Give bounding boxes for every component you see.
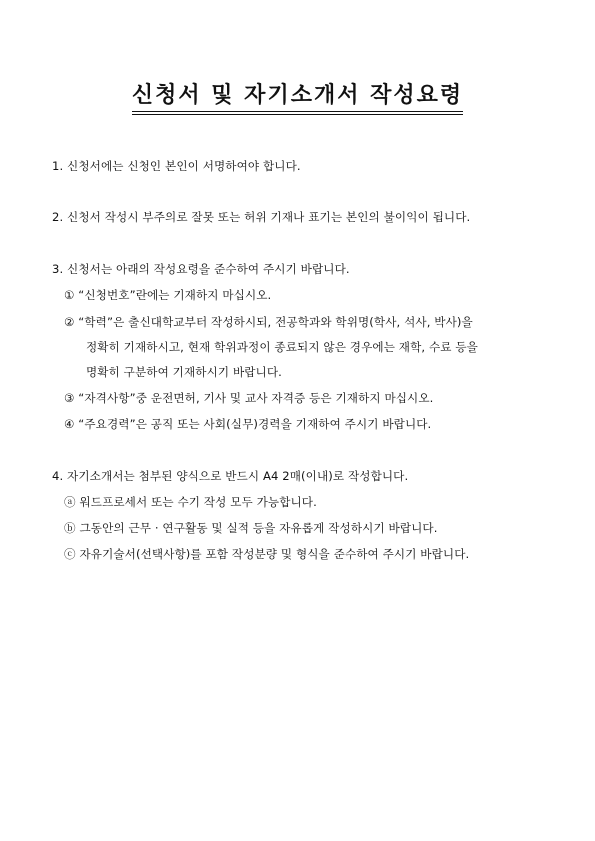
sub-item-2-line-3: 명확히 구분하여 기재하시기 바랍니다. — [86, 365, 282, 379]
sub-item-2-line-2: 정확히 기재하시고, 현재 학위과정이 종료되지 않은 경우에는 재학, 수료 등을 — [86, 340, 478, 354]
instruction-3: 3. 신청서는 아래의 작성요령을 준수하여 주시기 바랍니다. — [52, 262, 350, 276]
page-title: 신청서 및 자기소개서 작성요령 — [132, 78, 463, 112]
instruction-1: 1. 신청서에는 신청인 본인이 서명하여야 합니다. — [52, 159, 301, 173]
sub-item-3: ③ “자격사항”중 운전면허, 기사 및 교사 자격증 등은 기재하지 마십시오. — [64, 391, 434, 405]
sub-item-2-line-1: ② “학력”은 출신대학교부터 작성하시되, 전공학과와 학위명(학사, 석사, 박사)을 — [64, 315, 473, 329]
title-block — [0, 78, 595, 112]
sub-item-b: ⓑ 그동안의 근무 · 연구활동 및 실적 등을 자유롭게 작성하시기 바랍니다. — [64, 521, 438, 535]
sub-item-c: ⓒ 자유기술서(선택사항)를 포함 작성분량 및 형식을 준수하여 주시기 바랍니다. — [64, 547, 470, 561]
instruction-2: 2. 신청서 작성시 부주의로 잘못 또는 허위 기재나 표기는 본인의 불이익이 됩니다. — [52, 210, 471, 224]
sub-item-4: ④ “주요경력”은 공직 또는 사회(실무)경력을 기재하여 주시기 바랍니다. — [64, 417, 432, 431]
sub-item-a: ⓐ 워드프로세서 또는 수기 작성 모두 가능합니다. — [64, 495, 317, 509]
sub-item-1: ① “신청번호”란에는 기재하지 마십시오. — [64, 288, 272, 302]
instruction-4: 4. 자기소개서는 첨부된 양식으로 반드시 A4 2매(이내)로 작성합니다. — [52, 469, 409, 483]
